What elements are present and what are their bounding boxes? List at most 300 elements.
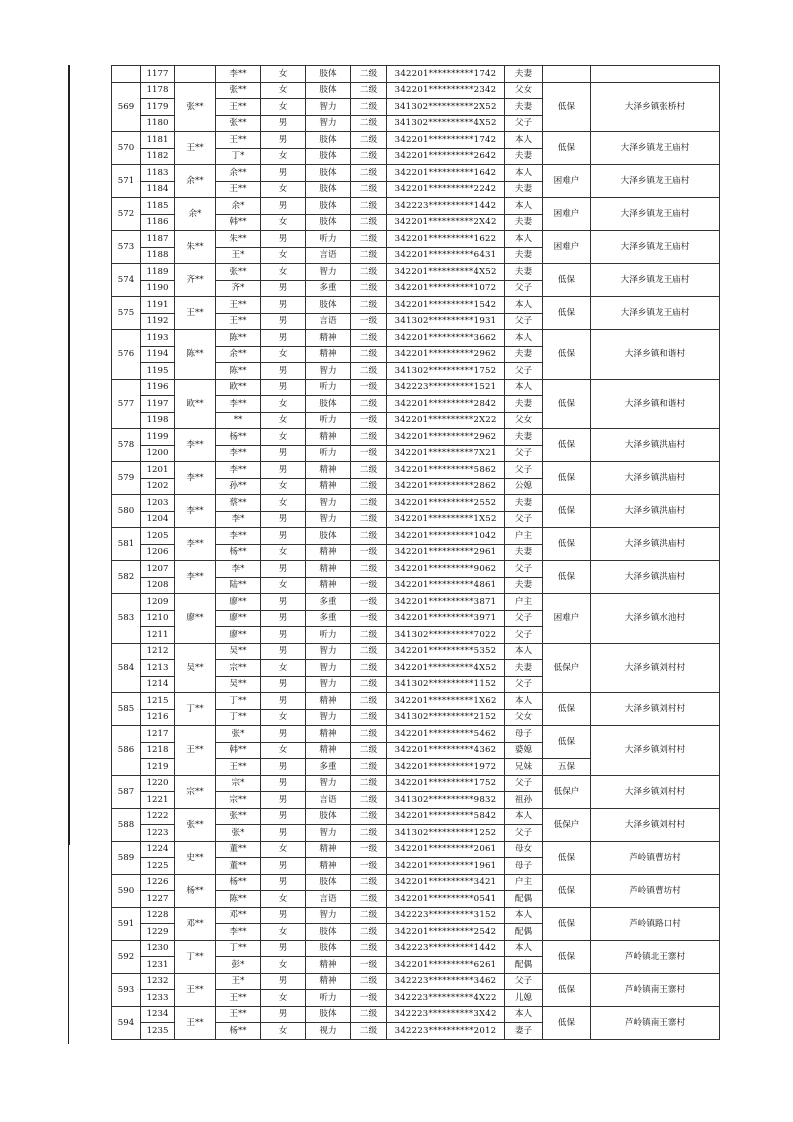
cell-name: 廖** — [216, 610, 261, 627]
cell-name: 陈** — [216, 330, 261, 347]
cell-level: 二级 — [351, 462, 387, 479]
cell-id-number: 341302**********1752 — [387, 363, 505, 380]
cell-gender: 男 — [261, 363, 306, 380]
cell-disability-type: 言语 — [306, 891, 351, 908]
cell-name: 王** — [216, 132, 261, 149]
cell-level: 二级 — [351, 181, 387, 198]
cell-address: 大泽乡镇洪庙村 — [591, 495, 720, 528]
cell-status: 低保户 — [543, 775, 591, 808]
cell-id-number: 342201**********2961 — [387, 544, 505, 561]
cell-address: 大泽乡镇龙王庙村 — [591, 231, 720, 264]
cell-head-name: 杨** — [175, 874, 216, 907]
cell-gender: 男 — [261, 231, 306, 248]
cell-name: 王** — [216, 181, 261, 198]
cell-level: 一级 — [351, 957, 387, 974]
cell-id-number: 342201**********2552 — [387, 495, 505, 512]
cell-gender: 女 — [261, 544, 306, 561]
cell-seq: 1230 — [141, 940, 175, 957]
cell-gender: 女 — [261, 412, 306, 429]
cell-relation: 本人 — [505, 1006, 543, 1023]
cell-relation: 本人 — [505, 907, 543, 924]
cell-address: 大泽乡镇龙王庙村 — [591, 132, 720, 165]
cell-gender: 女 — [261, 247, 306, 264]
cell-head-name: 吴** — [175, 643, 216, 693]
cell-level: 一级 — [351, 990, 387, 1007]
cell-level: 二级 — [351, 891, 387, 908]
cell-group-no: 582 — [112, 561, 141, 594]
cell-relation: 夫妻 — [505, 544, 543, 561]
cell-level: 一级 — [351, 313, 387, 330]
cell-name: 张** — [216, 264, 261, 281]
table-row — [112, 429, 720, 446]
cell-relation: 本人 — [505, 379, 543, 396]
table-row — [112, 693, 720, 710]
cell-group-no: 580 — [112, 495, 141, 528]
cell-group-no: 584 — [112, 643, 141, 693]
cell-head-name: 李** — [175, 495, 216, 528]
cell-group-no: 579 — [112, 462, 141, 495]
cell-id-number: 341302**********2X52 — [387, 99, 505, 116]
cell-relation: 户主 — [505, 594, 543, 611]
cell-name: 董** — [216, 841, 261, 858]
cell-status: 低保户 — [543, 643, 591, 693]
cell-disability-type: 精神 — [306, 478, 351, 495]
cell-disability-type: 听力 — [306, 627, 351, 644]
cell-level: 二级 — [351, 1023, 387, 1040]
cell-seq: 1178 — [141, 82, 175, 99]
cell-id-number: 342223**********4X22 — [387, 990, 505, 1007]
cell-id-number: 342201**********1042 — [387, 528, 505, 545]
cell-group-no: 592 — [112, 940, 141, 973]
cell-level: 二级 — [351, 792, 387, 809]
cell-status: 低保 — [543, 1006, 591, 1039]
cell-gender: 男 — [261, 907, 306, 924]
cell-seq: 1182 — [141, 148, 175, 165]
cell-status: 低保 — [543, 330, 591, 380]
cell-status: 低保 — [543, 874, 591, 907]
cell-seq: 1195 — [141, 363, 175, 380]
cell-group-no: 594 — [112, 1006, 141, 1039]
cell-group-no: 572 — [112, 198, 141, 231]
cell-id-number: 342201**********4362 — [387, 742, 505, 759]
cell-name: 陈** — [216, 891, 261, 908]
cell-head-name: 余* — [175, 198, 216, 231]
cell-gender: 男 — [261, 165, 306, 182]
cell-name: 余** — [216, 165, 261, 182]
cell-id-number: 342201**********2962 — [387, 346, 505, 363]
cell-status: 低保 — [543, 528, 591, 561]
table-row — [112, 198, 720, 215]
cell-seq: 1186 — [141, 214, 175, 231]
cell-relation: 夫妻 — [505, 577, 543, 594]
cell-disability-type: 精神 — [306, 742, 351, 759]
cell-seq: 1208 — [141, 577, 175, 594]
cell-name: 吴** — [216, 643, 261, 660]
cell-disability-type: 精神 — [306, 841, 351, 858]
cell-gender: 女 — [261, 346, 306, 363]
cell-disability-type: 精神 — [306, 577, 351, 594]
cell-relation: 婆媳 — [505, 742, 543, 759]
cell-relation: 母女 — [505, 841, 543, 858]
cell-seq: 1211 — [141, 627, 175, 644]
cell-head-name: 陈** — [175, 330, 216, 380]
cell-relation: 母子 — [505, 726, 543, 743]
cell-gender: 男 — [261, 792, 306, 809]
cell-seq: 1196 — [141, 379, 175, 396]
cell-seq: 1177 — [141, 66, 175, 83]
cell-disability-type: 肢体 — [306, 297, 351, 314]
cell-gender: 女 — [261, 99, 306, 116]
cell-relation: 配偶 — [505, 891, 543, 908]
cell-id-number: 341302**********2152 — [387, 709, 505, 726]
cell-seq: 1209 — [141, 594, 175, 611]
cell-relation: 本人 — [505, 940, 543, 957]
cell-seq: 1228 — [141, 907, 175, 924]
cell-disability-type: 多重 — [306, 610, 351, 627]
cell-relation: 本人 — [505, 231, 543, 248]
cell-gender: 男 — [261, 759, 306, 776]
cell-seq: 1219 — [141, 759, 175, 776]
cell-name: 余* — [216, 198, 261, 215]
cell-id-number: 342201**********5862 — [387, 462, 505, 479]
cell-level: 二级 — [351, 940, 387, 957]
cell-head-name: 王** — [175, 1006, 216, 1039]
cell-level: 一级 — [351, 594, 387, 611]
table-row — [112, 462, 720, 479]
cell-name: 王* — [216, 247, 261, 264]
cell-id-number: 342201**********1072 — [387, 280, 505, 297]
cell-level: 二级 — [351, 511, 387, 528]
cell-id-number: 342201**********1642 — [387, 165, 505, 182]
cell-gender: 女 — [261, 495, 306, 512]
cell-relation: 祖孙 — [505, 792, 543, 809]
cell-name: 杨** — [216, 429, 261, 446]
cell-level: 二级 — [351, 396, 387, 413]
cell-relation: 本人 — [505, 330, 543, 347]
cell-seq: 1184 — [141, 181, 175, 198]
cell-gender: 女 — [261, 709, 306, 726]
cell-group-no: 575 — [112, 297, 141, 330]
cell-gender: 女 — [261, 742, 306, 759]
cell-head-name: 李** — [175, 429, 216, 462]
cell-disability-type: 智力 — [306, 676, 351, 693]
cell-head-name: 张** — [175, 808, 216, 841]
cell-name: 朱** — [216, 231, 261, 248]
cell-relation: 本人 — [505, 808, 543, 825]
cell-gender: 男 — [261, 511, 306, 528]
cell-disability-type: 精神 — [306, 561, 351, 578]
cell-status: 低保 — [543, 429, 591, 462]
table-row — [112, 594, 720, 611]
cell-seq: 1180 — [141, 115, 175, 132]
table-body — [112, 66, 720, 1040]
cell-disability-type: 肢体 — [306, 396, 351, 413]
cell-id-number: 342201**********2342 — [387, 82, 505, 99]
cell-relation: 父子 — [505, 511, 543, 528]
cell-seq: 1224 — [141, 841, 175, 858]
cell-address: 大泽乡镇和谐村 — [591, 330, 720, 380]
cell-gender: 男 — [261, 132, 306, 149]
cell-status: 困难户 — [543, 165, 591, 198]
cell-group-no: 585 — [112, 693, 141, 726]
cell-head-name: 李** — [175, 561, 216, 594]
cell-seq: 1229 — [141, 924, 175, 941]
cell-disability-type: 多重 — [306, 594, 351, 611]
cell-seq: 1197 — [141, 396, 175, 413]
cell-disability-type: 智力 — [306, 825, 351, 842]
cell-name: 宗** — [216, 792, 261, 809]
cell-id-number: 342201**********4X52 — [387, 264, 505, 281]
cell-address: 大泽乡镇洪庙村 — [591, 528, 720, 561]
cell-seq: 1218 — [141, 742, 175, 759]
cell-gender: 男 — [261, 1006, 306, 1023]
cell-disability-type: 听力 — [306, 445, 351, 462]
cell-id-number: 342223**********2012 — [387, 1023, 505, 1040]
table-row — [112, 264, 720, 281]
cell-name: 杨** — [216, 544, 261, 561]
cell-status: 低保 — [543, 82, 591, 132]
cell-level: 二级 — [351, 165, 387, 182]
cell-status — [543, 66, 591, 83]
cell-status: 低保 — [543, 907, 591, 940]
cell-relation: 父子 — [505, 973, 543, 990]
table-row — [112, 726, 720, 743]
cell-name: 蔡** — [216, 495, 261, 512]
cell-id-number: 342201**********1972 — [387, 759, 505, 776]
table-row — [112, 841, 720, 858]
cell-gender: 女 — [261, 214, 306, 231]
cell-address: 大泽乡镇洪庙村 — [591, 561, 720, 594]
cell-status: 低保 — [543, 940, 591, 973]
cell-level: 一级 — [351, 412, 387, 429]
cell-id-number: 342201**********2642 — [387, 148, 505, 165]
cell-head-name: 李** — [175, 528, 216, 561]
table-row — [112, 808, 720, 825]
cell-gender: 男 — [261, 627, 306, 644]
cell-id-number: 342201**********5462 — [387, 726, 505, 743]
cell-seq: 1210 — [141, 610, 175, 627]
cell-disability-type: 智力 — [306, 495, 351, 512]
cell-status: 低保 — [543, 561, 591, 594]
cell-id-number: 342201**********2962 — [387, 429, 505, 446]
cell-gender: 男 — [261, 445, 306, 462]
cell-id-number: 342201**********7X21 — [387, 445, 505, 462]
cell-address: 大泽乡镇刘村村 — [591, 808, 720, 841]
cell-seq: 1187 — [141, 231, 175, 248]
cell-seq: 1199 — [141, 429, 175, 446]
cell-seq: 1206 — [141, 544, 175, 561]
cell-group-no: 573 — [112, 231, 141, 264]
cell-status: 低保 — [543, 693, 591, 726]
cell-disability-type: 言语 — [306, 247, 351, 264]
cell-relation: 儿媳 — [505, 990, 543, 1007]
cell-level: 二级 — [351, 759, 387, 776]
cell-id-number: 342201**********1622 — [387, 231, 505, 248]
cell-name: 王** — [216, 759, 261, 776]
cell-name: 张* — [216, 825, 261, 842]
cell-id-number: 342201**********0541 — [387, 891, 505, 908]
cell-group-no: 588 — [112, 808, 141, 841]
cell-gender: 女 — [261, 1023, 306, 1040]
cell-name: 王* — [216, 973, 261, 990]
cell-level: 二级 — [351, 528, 387, 545]
cell-id-number: 342223**********3462 — [387, 973, 505, 990]
cell-name: 李** — [216, 396, 261, 413]
cell-group-no: 571 — [112, 165, 141, 198]
cell-gender: 女 — [261, 396, 306, 413]
cell-relation: 父女 — [505, 412, 543, 429]
cell-name: 廖** — [216, 627, 261, 644]
cell-group-no: 587 — [112, 775, 141, 808]
cell-name: 张** — [216, 115, 261, 132]
cell-seq: 1192 — [141, 313, 175, 330]
cell-level: 二级 — [351, 726, 387, 743]
cell-disability-type: 肢体 — [306, 874, 351, 891]
cell-relation: 本人 — [505, 297, 543, 314]
cell-group-no: 591 — [112, 907, 141, 940]
cell-gender: 女 — [261, 891, 306, 908]
cell-disability-type: 视力 — [306, 1023, 351, 1040]
cell-id-number: 341302**********1152 — [387, 676, 505, 693]
cell-relation: 夫妻 — [505, 660, 543, 677]
table-row — [112, 940, 720, 957]
cell-disability-type: 智力 — [306, 363, 351, 380]
cell-disability-type: 精神 — [306, 346, 351, 363]
cell-group-no: 576 — [112, 330, 141, 380]
cell-name: 王** — [216, 99, 261, 116]
cell-level: 二级 — [351, 82, 387, 99]
cell-name: 张** — [216, 808, 261, 825]
cell-name: 李* — [216, 561, 261, 578]
cell-disability-type: 智力 — [306, 511, 351, 528]
cell-id-number: 342201**********1X62 — [387, 693, 505, 710]
cell-gender: 女 — [261, 577, 306, 594]
cell-relation: 母子 — [505, 858, 543, 875]
cell-head-name: 王** — [175, 973, 216, 1006]
cell-address: 大泽乡镇刘村村 — [591, 643, 720, 693]
cell-relation: 父子 — [505, 445, 543, 462]
cell-level: 二级 — [351, 99, 387, 116]
cell-address: 芦岭镇曹坊村 — [591, 841, 720, 874]
cell-gender: 女 — [261, 429, 306, 446]
cell-disability-type: 肢体 — [306, 82, 351, 99]
cell-name: 齐* — [216, 280, 261, 297]
cell-level: 二级 — [351, 907, 387, 924]
cell-disability-type: 精神 — [306, 858, 351, 875]
cell-gender: 男 — [261, 594, 306, 611]
cell-disability-type: 精神 — [306, 957, 351, 974]
cell-relation: 公媳 — [505, 478, 543, 495]
cell-id-number: 342201**********2842 — [387, 396, 505, 413]
cell-level: 二级 — [351, 660, 387, 677]
cell-address: 大泽乡镇张桥村 — [591, 82, 720, 132]
cell-address: 芦岭镇曹坊村 — [591, 874, 720, 907]
cell-level: 二级 — [351, 924, 387, 941]
cell-relation: 父女 — [505, 82, 543, 99]
cell-seq: 1207 — [141, 561, 175, 578]
cell-address: 大泽乡镇水池村 — [591, 594, 720, 644]
cell-head-name: 史** — [175, 841, 216, 874]
cell-name: 余** — [216, 346, 261, 363]
cell-name: 王** — [216, 297, 261, 314]
table-row — [112, 379, 720, 396]
cell-relation: 本人 — [505, 643, 543, 660]
cell-disability-type: 智力 — [306, 115, 351, 132]
cell-level: 二级 — [351, 198, 387, 215]
cell-status: 低保 — [543, 132, 591, 165]
cell-level: 二级 — [351, 231, 387, 248]
cell-head-name: 王** — [175, 132, 216, 165]
cell-disability-type: 肢体 — [306, 1006, 351, 1023]
cell-address: 大泽乡镇刘村村 — [591, 775, 720, 808]
cell-disability-type: 精神 — [306, 462, 351, 479]
cell-level: 二级 — [351, 363, 387, 380]
cell-gender: 男 — [261, 858, 306, 875]
cell-head-name: 邓** — [175, 907, 216, 940]
cell-level: 二级 — [351, 808, 387, 825]
table-row — [112, 561, 720, 578]
cell-name: 彭* — [216, 957, 261, 974]
cell-group-no: 586 — [112, 726, 141, 776]
cell-gender: 男 — [261, 825, 306, 842]
cell-gender: 男 — [261, 297, 306, 314]
cell-id-number: 342223**********1442 — [387, 940, 505, 957]
cell-gender: 女 — [261, 478, 306, 495]
cell-disability-type: 肢体 — [306, 924, 351, 941]
cell-disability-type: 肢体 — [306, 165, 351, 182]
cell-seq: 1188 — [141, 247, 175, 264]
cell-seq: 1213 — [141, 660, 175, 677]
cell-address: 大泽乡镇龙王庙村 — [591, 198, 720, 231]
cell-name: 李** — [216, 924, 261, 941]
cell-name: 李** — [216, 528, 261, 545]
cell-id-number: 341302**********4X52 — [387, 115, 505, 132]
cell-relation: 父子 — [505, 115, 543, 132]
cell-id-number: 342201**********3662 — [387, 330, 505, 347]
cell-relation: 夫妻 — [505, 396, 543, 413]
cell-disability-type: 精神 — [306, 544, 351, 561]
cell-name: 丁* — [216, 148, 261, 165]
cell-seq: 1204 — [141, 511, 175, 528]
cell-address: 大泽乡镇龙王庙村 — [591, 165, 720, 198]
cell-gender: 女 — [261, 66, 306, 83]
cell-name: 邓** — [216, 907, 261, 924]
cell-address: 大泽乡镇和谐村 — [591, 379, 720, 429]
cell-name: 张** — [216, 82, 261, 99]
cell-address: 大泽乡镇龙王庙村 — [591, 297, 720, 330]
cell-gender: 女 — [261, 841, 306, 858]
cell-relation: 父子 — [505, 280, 543, 297]
cell-level: 二级 — [351, 478, 387, 495]
cell-seq: 1179 — [141, 99, 175, 116]
cell-seq: 1225 — [141, 858, 175, 875]
table-row — [112, 643, 720, 660]
cell-id-number: 342201**********2X42 — [387, 214, 505, 231]
cell-level: 二级 — [351, 247, 387, 264]
cell-disability-type: 听力 — [306, 412, 351, 429]
cell-seq: 1181 — [141, 132, 175, 149]
cell-status: 困难户 — [543, 594, 591, 644]
cell-name: 宗* — [216, 775, 261, 792]
cell-seq: 1214 — [141, 676, 175, 693]
cell-relation: 夫妻 — [505, 346, 543, 363]
cell-relation: 夫妻 — [505, 429, 543, 446]
cell-disability-type: 精神 — [306, 973, 351, 990]
table-row — [112, 231, 720, 248]
disability-roster-table — [111, 65, 720, 1040]
cell-status: 低保 — [543, 841, 591, 874]
cell-disability-type: 听力 — [306, 990, 351, 1007]
